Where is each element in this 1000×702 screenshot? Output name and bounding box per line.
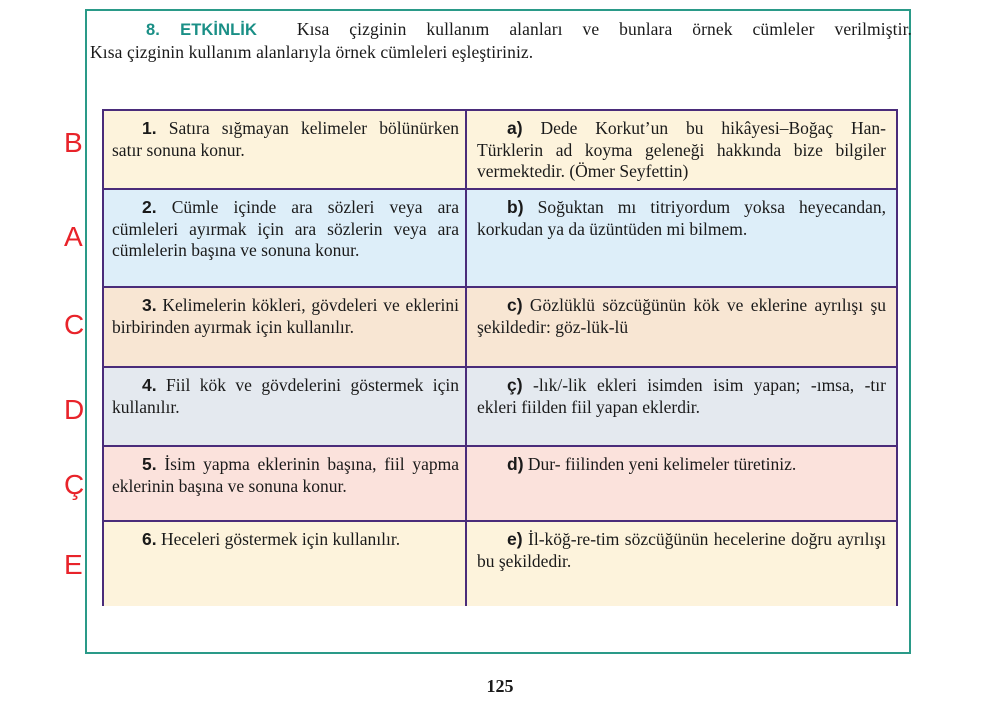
usage-text: Satıra sığmayan kelimeler bölünürken satır sonuna konur. <box>112 118 459 160</box>
usage-number: 3. <box>142 295 157 315</box>
page-number: 125 <box>486 676 514 696</box>
table-row <box>104 190 896 288</box>
usage-text: Cümle içinde ara sözleri veya ara cümleleri ayırmak için ara sözlerin veya ara cümlelerin başına ve sonuna konur. <box>112 197 459 260</box>
table-row <box>104 288 896 368</box>
example-letter: e) <box>507 529 523 549</box>
example-cell <box>467 288 896 366</box>
usage-cell <box>104 368 467 445</box>
handwritten-answer: Ç <box>64 469 85 500</box>
usage-number: 5. <box>142 454 157 474</box>
usage-number: 1. <box>142 118 157 138</box>
instruction-line-1: Kısa çizginin kullanım alanları ve bunlara örnek cümleler verilmiştir. <box>296 19 913 39</box>
example-cell <box>467 447 896 520</box>
example-cell <box>467 368 896 445</box>
handwritten-answer: B <box>64 127 83 158</box>
example-letter: b) <box>507 197 524 217</box>
activity-instructions <box>90 18 912 63</box>
usage-text: Fiil kök ve gövdelerini göstermek için kullanılır. <box>112 375 459 417</box>
example-letter: c) <box>507 295 523 315</box>
usage-number: 6. <box>142 529 157 549</box>
example-text: Gözlüklü sözcüğünün kök ve eklerine ayrılışı şu şekildedir: göz-lük-lü <box>477 295 887 337</box>
usage-cell <box>104 522 467 606</box>
table-row <box>104 368 896 447</box>
activity-title: 8. ETKİNLİK <box>146 21 257 39</box>
usage-number: 4. <box>142 375 157 395</box>
handwritten-answer: E <box>64 549 83 580</box>
instruction-line-2: Kısa çizginin kullanım alanlarıyla örnek cümleleri eşleştiriniz. <box>90 42 534 62</box>
example-letter: a) <box>507 118 523 138</box>
example-letter: d) <box>507 454 524 474</box>
example-text: Dede Korkut’un bu hikâyesi–Boğaç Han- Türklerin ad koyma geleneği hakkında bize bilgiler vermektedir. (Ömer Seyfettin) <box>477 118 886 181</box>
table-row <box>104 522 896 606</box>
example-cell <box>467 111 896 188</box>
usage-cell <box>104 288 467 366</box>
handwritten-answer: A <box>64 221 83 252</box>
example-cell <box>467 190 896 286</box>
handwritten-answer: C <box>64 309 85 340</box>
matching-table <box>102 109 898 606</box>
example-letter: ç) <box>507 375 523 395</box>
example-text: İl-köğ-re-tim sözcüğünün hecelerine doğru ayrılışı bu şekildedir. <box>477 529 886 571</box>
usage-cell <box>104 111 467 188</box>
usage-text: Heceleri göstermek için kullanılır. <box>160 529 401 549</box>
example-cell <box>467 522 896 606</box>
usage-text: İsim yapma eklerinin başına, fiil yapma eklerinin başına ve sonuna konur. <box>112 454 459 496</box>
handwritten-answer: D <box>64 394 85 425</box>
example-text: Dur- fiilinden yeni kelimeler türetiniz. <box>527 454 797 474</box>
table-row <box>104 111 896 190</box>
usage-cell <box>104 447 467 520</box>
usage-cell <box>104 190 467 286</box>
example-text: Soğuktan mı titriyordum yoksa heyecandan, korkudan ya da üzüntüden mi bilmem. <box>477 197 887 239</box>
example-text: -lık/-lik ekleri isimden isim yapan; -ımsa, -tır ekleri fiilden fiil yapan eklerdir. <box>477 375 886 417</box>
usage-number: 2. <box>142 197 157 217</box>
table-row <box>104 447 896 522</box>
usage-text: Kelimelerin kökleri, gövdeleri ve eklerini birbirinden ayırmak için kullanılır. <box>112 295 459 337</box>
